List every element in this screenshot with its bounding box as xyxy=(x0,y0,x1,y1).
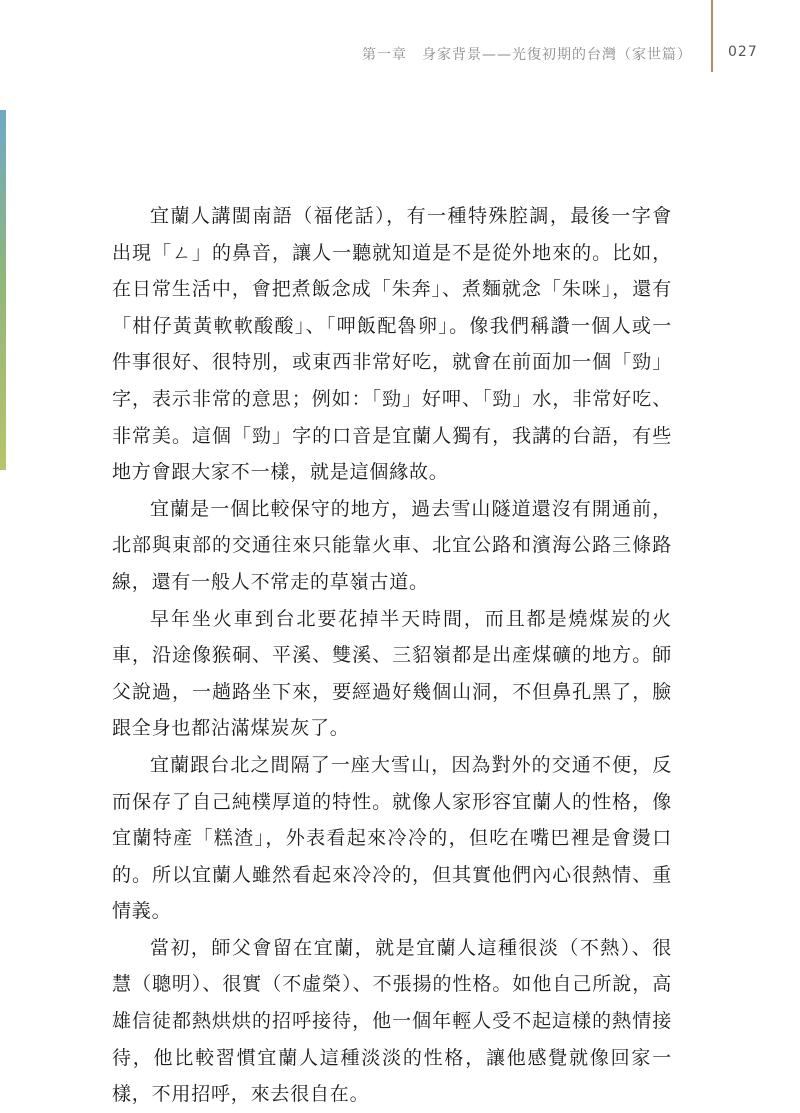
header-divider xyxy=(711,0,713,72)
paragraph-3: 早年坐火車到台北要花掉半天時間，而且都是燒煤炭的火車，沿途像猴硐、平溪、雙溪、三貂嶺都是出產煤礦的地方。師父說過，一趟路坐下來，要經過好幾個山洞，不但鼻孔黑了，臉跟全身也都沾滿煤炭灰了。 xyxy=(112,607,672,740)
running-head: 第一章 身家背景——光復初期的台灣（家世篇） xyxy=(362,47,692,63)
paragraph-4: 宜蘭跟台北之間隔了一座大雪山，因為對外的交通不便，反而保存了自己純樸厚道的特性。就像人家形容宜蘭人的性格，像宜蘭特產「糕渣」，外表看起來冷冷的，但吃在嘴巴裡是會燙口的。所以宜蘭人雖然看起來冷冷的，但其實他們內心很熱情、重情義。 xyxy=(112,753,672,923)
paragraph-2: 宜蘭是一個比較保守的地方，過去雪山隧道還沒有開通前，北部與東部的交通往來只能靠火車、北宜公路和濱海公路三條路線，還有一般人不常走的草嶺古道。 xyxy=(112,497,672,593)
paragraph-5: 當初，師父會留在宜蘭，就是宜蘭人這種很淡（不熱）、很慧（聰明）、很實（不虛榮）、不張揚的性格。如他自己所說，高雄信徒都熱烘烘的招呼接待，他一個年輕人受不起這樣的熱情接待，他比較習慣宜蘭人這種淡淡的性格，讓他感覺就像回家一樣，不用招呼，來去很自在。 xyxy=(112,936,672,1106)
body-text xyxy=(112,198,672,1113)
page-number: 027 xyxy=(728,44,758,60)
page-edge-color-strip xyxy=(0,110,6,470)
paragraph-1: 宜蘭人講閩南語（福佬話），有一種特殊腔調，最後一字會出現「ㄥ」的鼻音，讓人一聽就知道是不是從外地來的。比如，在日常生活中，會把煮飯念成「朱奔」、煮麵就念「朱咪」，還有「柑仔黃黃軟軟酸酸」、「呷飯配魯卵」。像我們稱讚一個人或一件事很好、很特別，或東西非常好吃，就會在前面加一個「勁」字，表示非常的意思；例如：「勁」好呷、「勁」水，非常好吃、非常美。這個「勁」字的口音是宜蘭人獨有，我講的台語，有些地方會跟大家不一樣，就是這個緣故。 xyxy=(112,205,672,484)
page-header xyxy=(0,44,800,74)
